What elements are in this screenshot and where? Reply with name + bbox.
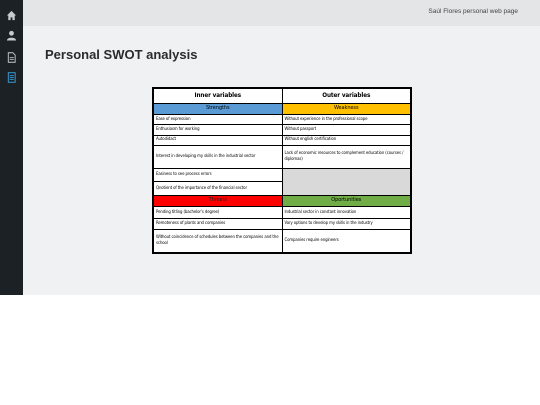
threat-item: Pending titling (bachelor's degree): [154, 207, 283, 218]
weakness-item: Without english certification: [282, 135, 411, 145]
main-content: [23, 0, 540, 295]
top-navbar: [23, 0, 540, 26]
threat-item: Without coincidence of schedules between the companies and the school: [154, 230, 283, 253]
strengths-header: Strengths: [154, 103, 283, 114]
inner-variables-header: Inner variables: [154, 89, 283, 104]
threats-header: Threats: [154, 196, 283, 207]
sidebar: [0, 0, 23, 295]
strength-item: Autodidact: [154, 135, 283, 145]
strength-item: Enthusiasm for working: [154, 125, 283, 135]
threat-item: Remoteness of plants and companies: [154, 218, 283, 229]
home-icon[interactable]: [6, 10, 17, 21]
opportunity-item: Industrial sector in constant innovation: [282, 207, 411, 218]
opportunity-item: Companies require engineers: [282, 230, 411, 253]
outer-variables-header: Outer variables: [282, 89, 411, 104]
weakness-empty-cell: [282, 168, 411, 195]
strength-item: Interest in developing my skills in the industrial sector: [154, 145, 283, 168]
strength-item: Ease of expression: [154, 115, 283, 125]
opportunity-item: Vary options to develop my skills in the industry: [282, 218, 411, 229]
weakness-item: Lack of economic resources to complement education (courses / diplomas): [282, 145, 411, 168]
brand-link[interactable]: Saúl Flores personal web page: [428, 8, 518, 15]
strength-item: Easiness to see process errors: [154, 168, 283, 182]
swot-table: [152, 87, 412, 254]
list-document-icon[interactable]: [6, 72, 17, 83]
strength-item: Qnotient of the importance of the financial sector: [154, 182, 283, 196]
weakness-item: Without experience in the professional scope: [282, 115, 411, 125]
page-title: Personal SWOT analysis: [45, 47, 198, 62]
weakness-item: Without passport: [282, 125, 411, 135]
user-icon[interactable]: [6, 30, 17, 41]
document-icon[interactable]: [6, 52, 17, 63]
weakness-header: Weakness: [282, 103, 411, 114]
opportunities-header: Oportunities: [282, 196, 411, 207]
